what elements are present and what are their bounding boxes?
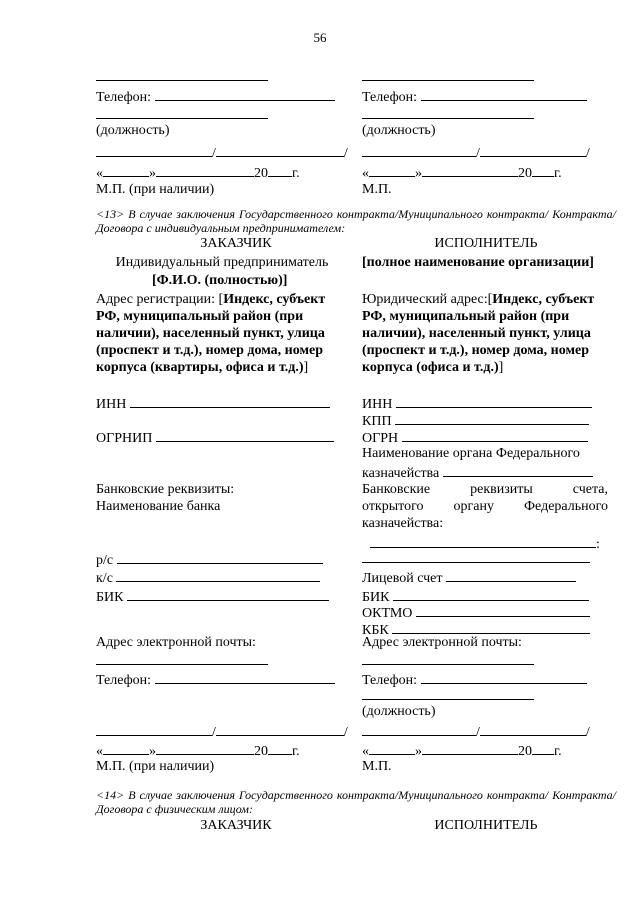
phone-blank xyxy=(421,669,587,684)
position-label: (должность) xyxy=(362,704,436,719)
signature-separator: / xyxy=(476,146,480,161)
phone-label: Телефон: xyxy=(362,673,418,688)
address-placeholder: Индекс, субъект РФ, муниципальный район (при наличии), населенный пункт, улица (проспект и т.д.), номер дома, номер корпуса (квартиры, офиса и т.д.) xyxy=(96,292,326,375)
ks-row xyxy=(96,567,320,588)
bank-details-text-1: Банковские реквизиты счета, xyxy=(362,482,608,497)
kpp-blank xyxy=(395,410,589,425)
name-blank xyxy=(480,721,586,736)
bik-blank xyxy=(127,586,329,601)
blank-line xyxy=(362,118,534,119)
year-blank xyxy=(268,162,292,177)
address-placeholder: Индекс, субъект РФ, муниципальный район (при наличии), населенный пункт, улица (проспект и т.д.), номер дома, номер корпуса (офиса и т.д.) xyxy=(362,292,595,375)
oktmo-blank xyxy=(416,602,590,617)
top-signature-block xyxy=(96,68,616,198)
personal-account-row xyxy=(362,567,576,588)
entrepreneur-label: Индивидуальный предприниматель xyxy=(115,255,329,270)
ks-label: к/с xyxy=(96,571,113,586)
blank-line xyxy=(362,80,534,81)
date-open-quote: « xyxy=(362,744,369,759)
date-open-quote: « xyxy=(96,166,103,181)
signature-separator: / xyxy=(212,725,216,740)
account-row xyxy=(370,533,600,554)
date-row xyxy=(362,740,562,761)
email-label: Адрес электронной почты: xyxy=(96,635,256,650)
account-blank xyxy=(370,533,596,548)
phone-row xyxy=(362,86,587,107)
date-year: 20 xyxy=(518,166,532,181)
bik-label: БИК xyxy=(96,590,124,605)
account-colon: : xyxy=(596,537,600,552)
date-row xyxy=(96,162,300,183)
inn-blank xyxy=(130,393,330,408)
name-blank xyxy=(480,142,586,157)
address-close: ] xyxy=(303,360,309,375)
inn-label: ИНН xyxy=(362,397,393,412)
date-close-quote: » xyxy=(149,166,156,181)
date-year: 20 xyxy=(254,744,268,759)
signature-end: / xyxy=(585,146,590,161)
day-blank xyxy=(369,162,415,177)
year-blank xyxy=(268,740,292,755)
year-blank xyxy=(532,740,554,755)
signature-separator: / xyxy=(476,725,480,740)
name-blank xyxy=(216,142,344,157)
phone-row xyxy=(362,669,587,690)
ogrnip-blank xyxy=(156,427,334,442)
bik-row xyxy=(96,586,329,607)
bik-blank xyxy=(393,586,589,601)
position-label: (должность) xyxy=(96,123,170,138)
position-label: (должность) xyxy=(362,123,436,138)
legal-address xyxy=(362,291,614,376)
personal-account-blank xyxy=(446,567,576,582)
org-name-placeholder: [полное наименование организации] xyxy=(362,255,594,270)
date-year: 20 xyxy=(254,166,268,181)
oktmo-label: ОКТМО xyxy=(362,606,413,621)
signature-row xyxy=(96,721,348,742)
ogrn-blank xyxy=(402,427,588,442)
date-suffix: г. xyxy=(554,744,562,759)
phone-row xyxy=(96,669,335,690)
date-close-quote: » xyxy=(149,744,156,759)
address-label: Юридический адрес:[ xyxy=(362,292,493,307)
seal-label: М.П. xyxy=(362,759,392,774)
date-year: 20 xyxy=(518,744,532,759)
day-blank xyxy=(369,740,415,755)
customer-heading: ЗАКАЗЧИК xyxy=(200,236,272,251)
signature-row xyxy=(362,721,590,742)
phone-row xyxy=(96,86,335,107)
signature-row xyxy=(96,142,348,163)
bank-name-label: Наименование банка xyxy=(96,499,221,514)
bank-details-line-2 xyxy=(362,498,608,516)
bik-label: БИК xyxy=(362,590,390,605)
signature-blank xyxy=(362,721,476,736)
date-open-quote: « xyxy=(96,744,103,759)
footnote-13: <13> В случае заключения Государственного контракта/Муниципального контракта/ Контракта/Договора с индивидуальным предпринимателем: xyxy=(96,207,616,235)
date-row xyxy=(362,162,562,183)
blank-line xyxy=(96,118,268,119)
month-blank xyxy=(422,740,518,755)
phone-blank xyxy=(155,669,335,684)
fio-placeholder: [Ф.И.О. (полностью)] xyxy=(152,273,288,288)
email-blank xyxy=(362,664,534,665)
ogrnip-label: ОГРНИП xyxy=(96,431,153,446)
inn-label: ИНН xyxy=(96,397,127,412)
rs-label: р/с xyxy=(96,553,114,568)
block-13-requisites xyxy=(96,236,616,776)
footnote-14: <14> В случае заключения Государственного контракта/Муниципального контракта/ Контракта/Договора с физическим лицом: xyxy=(96,788,616,816)
kbk-blank xyxy=(392,619,590,634)
phone-blank xyxy=(155,86,335,101)
seal-label: М.П. xyxy=(362,182,392,197)
personal-account-label: Лицевой счет xyxy=(362,571,443,586)
inn-row xyxy=(96,393,330,414)
blank-line xyxy=(96,80,268,81)
month-blank xyxy=(422,162,518,177)
bank-details-label: Банковские реквизиты: xyxy=(96,482,235,497)
kpp-label: КПП xyxy=(362,414,392,429)
kbk-label: КБК xyxy=(362,623,389,638)
treasury-label: казначейства xyxy=(362,466,440,481)
bank-details-line-1 xyxy=(362,481,608,499)
ks-blank xyxy=(116,567,320,582)
phone-label: Телефон: xyxy=(96,90,152,105)
date-suffix: г. xyxy=(292,166,300,181)
date-open-quote: « xyxy=(362,166,369,181)
email-label: Адрес электронной почты: xyxy=(362,635,522,650)
address-label: Адрес регистрации: [ xyxy=(96,292,224,307)
signature-blank xyxy=(96,142,212,157)
signature-blank xyxy=(96,721,212,736)
name-blank xyxy=(216,721,344,736)
customer-heading-14: ЗАКАЗЧИК xyxy=(200,818,272,833)
phone-label: Телефон: xyxy=(362,90,418,105)
phone-blank xyxy=(421,86,587,101)
bank-details-line-3: казначейства: xyxy=(362,516,444,531)
registration-address xyxy=(96,291,348,376)
ogrnip-row xyxy=(96,427,334,448)
page-number: 56 xyxy=(313,30,327,45)
day-blank xyxy=(103,740,149,755)
seal-label: М.П. (при наличии) xyxy=(96,759,215,774)
signature-separator: / xyxy=(212,146,216,161)
signature-end: / xyxy=(585,725,590,740)
date-suffix: г. xyxy=(292,744,300,759)
rs-blank xyxy=(117,549,323,564)
inn-blank xyxy=(396,393,592,408)
year-blank xyxy=(532,162,554,177)
month-blank xyxy=(156,740,254,755)
signature-end: / xyxy=(343,725,348,740)
contractor-heading-14: ИСПОЛНИТЕЛЬ xyxy=(434,818,538,833)
blank-line xyxy=(362,699,534,700)
email-blank xyxy=(96,664,268,665)
date-close-quote: » xyxy=(415,166,422,181)
day-blank xyxy=(103,162,149,177)
ogrn-label: ОГРН xyxy=(362,431,399,446)
month-blank xyxy=(156,162,254,177)
signature-end: / xyxy=(343,146,348,161)
signature-blank xyxy=(362,142,476,157)
bank-details-text-2: открытого органу Федерального xyxy=(362,499,608,514)
address-close: ] xyxy=(498,360,504,375)
phone-label: Телефон: xyxy=(96,673,152,688)
treasury-name-label: Наименование органа Федерального xyxy=(362,446,580,461)
treasury-blank xyxy=(443,462,593,477)
signature-row xyxy=(362,142,590,163)
seal-label: М.П. (при наличии) xyxy=(96,182,215,197)
contractor-heading: ИСПОЛНИТЕЛЬ xyxy=(434,236,538,251)
blank-line xyxy=(362,562,590,563)
date-close-quote: » xyxy=(415,744,422,759)
treasury-row xyxy=(362,462,593,483)
date-suffix: г. xyxy=(554,166,562,181)
